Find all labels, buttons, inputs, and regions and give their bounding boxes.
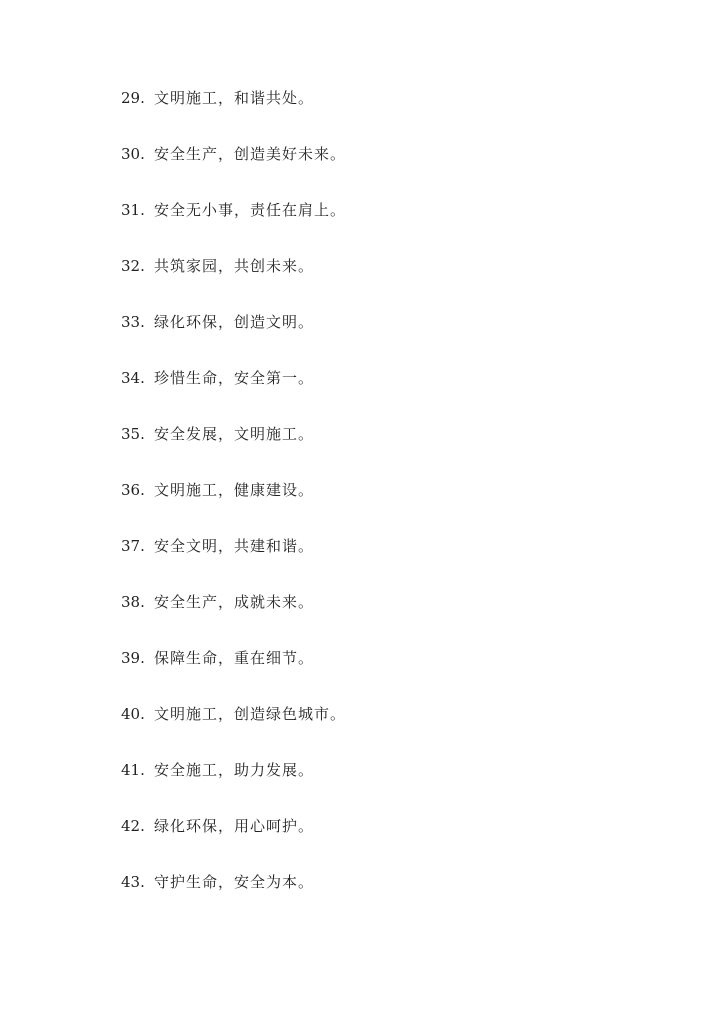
item-text: 安全无小事，责任在肩上。 xyxy=(154,201,347,219)
item-number: 31. xyxy=(121,201,145,219)
list-item xyxy=(121,534,346,590)
list-item xyxy=(121,366,346,422)
item-number: 38. xyxy=(121,593,145,611)
list-item xyxy=(121,198,346,254)
item-text: 绿化环保，用心呵护。 xyxy=(154,817,315,835)
item-number: 30. xyxy=(121,145,145,163)
item-number: 35. xyxy=(121,425,145,443)
list-item xyxy=(121,590,346,646)
item-number: 43. xyxy=(121,873,145,891)
slogan-list xyxy=(121,86,346,926)
item-text: 安全生产，创造美好未来。 xyxy=(154,145,347,163)
item-number: 41. xyxy=(121,761,145,779)
list-item xyxy=(121,702,346,758)
item-text: 安全发展，文明施工。 xyxy=(154,425,315,443)
item-text: 守护生命，安全为本。 xyxy=(154,873,315,891)
item-text: 文明施工，和谐共处。 xyxy=(154,89,315,107)
list-item xyxy=(121,86,346,142)
item-number: 36. xyxy=(121,481,145,499)
list-item xyxy=(121,478,346,534)
item-text: 绿化环保，创造文明。 xyxy=(154,313,315,331)
item-text: 安全文明，共建和谐。 xyxy=(154,537,315,555)
list-item xyxy=(121,254,346,310)
item-text: 文明施工，健康建设。 xyxy=(154,481,315,499)
list-item xyxy=(121,142,346,198)
list-item xyxy=(121,310,346,366)
list-item xyxy=(121,870,346,926)
item-text: 文明施工，创造绿色城市。 xyxy=(154,705,347,723)
list-item xyxy=(121,422,346,478)
item-number: 29. xyxy=(121,89,145,107)
item-text: 安全生产，成就未来。 xyxy=(154,593,315,611)
item-number: 32. xyxy=(121,257,145,275)
item-number: 34. xyxy=(121,369,145,387)
item-text: 珍惜生命，安全第一。 xyxy=(154,369,315,387)
item-text: 安全施工，助力发展。 xyxy=(154,761,315,779)
item-number: 40. xyxy=(121,705,145,723)
list-item xyxy=(121,814,346,870)
item-number: 37. xyxy=(121,537,145,555)
list-item xyxy=(121,758,346,814)
item-number: 42. xyxy=(121,817,145,835)
item-text: 保障生命，重在细节。 xyxy=(154,649,315,667)
item-number: 33. xyxy=(121,313,145,331)
item-number: 39. xyxy=(121,649,145,667)
item-text: 共筑家园，共创未来。 xyxy=(154,257,315,275)
list-item xyxy=(121,646,346,702)
